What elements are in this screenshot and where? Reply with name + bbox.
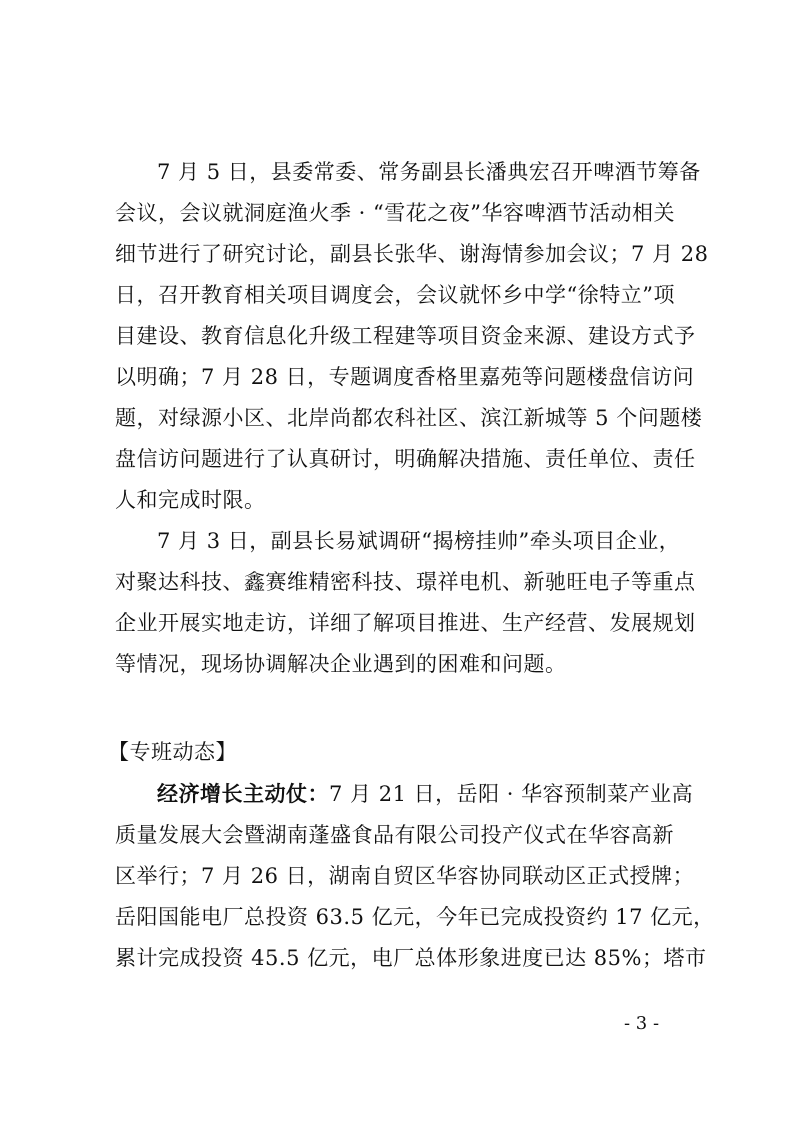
paragraph-line: 人和完成时限。 [115,488,266,512]
paragraph-line: 细节进行了研究讨论，副县长张华、谢海情参加会议；7 月 28 [115,242,709,266]
paragraph-first-line [157,776,722,812]
paragraph-line: 盘信访问题进行了认真研讨，明确解决措施、责任单位、责任 [115,447,696,471]
paragraph-lead-rest: 7 月 21 日，岳阳 · 华容预制菜产业高 [329,782,694,806]
paragraph-line: 质量发展大会暨湖南蓬盛食品有限公司投产仪式在华容高新 [115,823,674,847]
paragraph-line: 企业开展实地走访，详细了解项目推进、生产经营、发展规划 [115,611,696,635]
paragraph-line: 题，对绿源小区、北岸尚都农科社区、滨江新城等 5 个问题楼 [115,406,703,430]
paragraph-line: 7 月 5 日，县委常委、常务副县长潘典宏召开啤酒节筹备 [157,160,701,184]
paragraph-line: 以明确；7 月 28 日，专题调度香格里嘉苑等问题楼盘信访问 [115,365,695,389]
paragraph-line: 累计完成投资 45.5 亿元，电厂总体形象进度已达 85%；塔市 [115,946,707,970]
paragraph-line: 岳阳国能电厂总投资 63.5 亿元，今年已完成投资约 17 亿元， [115,905,715,929]
section-heading: 【专班动态】 [108,740,237,764]
paragraph-line: 目建设、教育信息化升级工程建等项目资金来源、建设方式予 [115,324,696,348]
paragraph-line: 会议，会议就洞庭渔火季 · “雪花之夜”华容啤酒节活动相关 [115,201,675,225]
paragraph-line: 等情况，现场协调解决企业遇到的困难和问题。 [115,652,567,676]
paragraph-line: 7 月 3 日，副县长易斌调研“揭榜挂帅”牵头项目企业， [157,529,681,553]
paragraph-lead: 经济增长主动仗： [157,782,329,806]
paragraph-line: 对聚达科技、鑫赛维精密科技、璟祥电机、新驰旺电子等重点 [115,570,696,594]
paragraph-line: 日，召开教育相关项目调度会，会议就怀乡中学“徐特立”项 [115,283,675,307]
paragraph-line: 区举行；7 月 26 日，湖南自贸区华容协同联动区正式授牌； [115,864,695,888]
page-number: - 3 - [624,1013,660,1034]
